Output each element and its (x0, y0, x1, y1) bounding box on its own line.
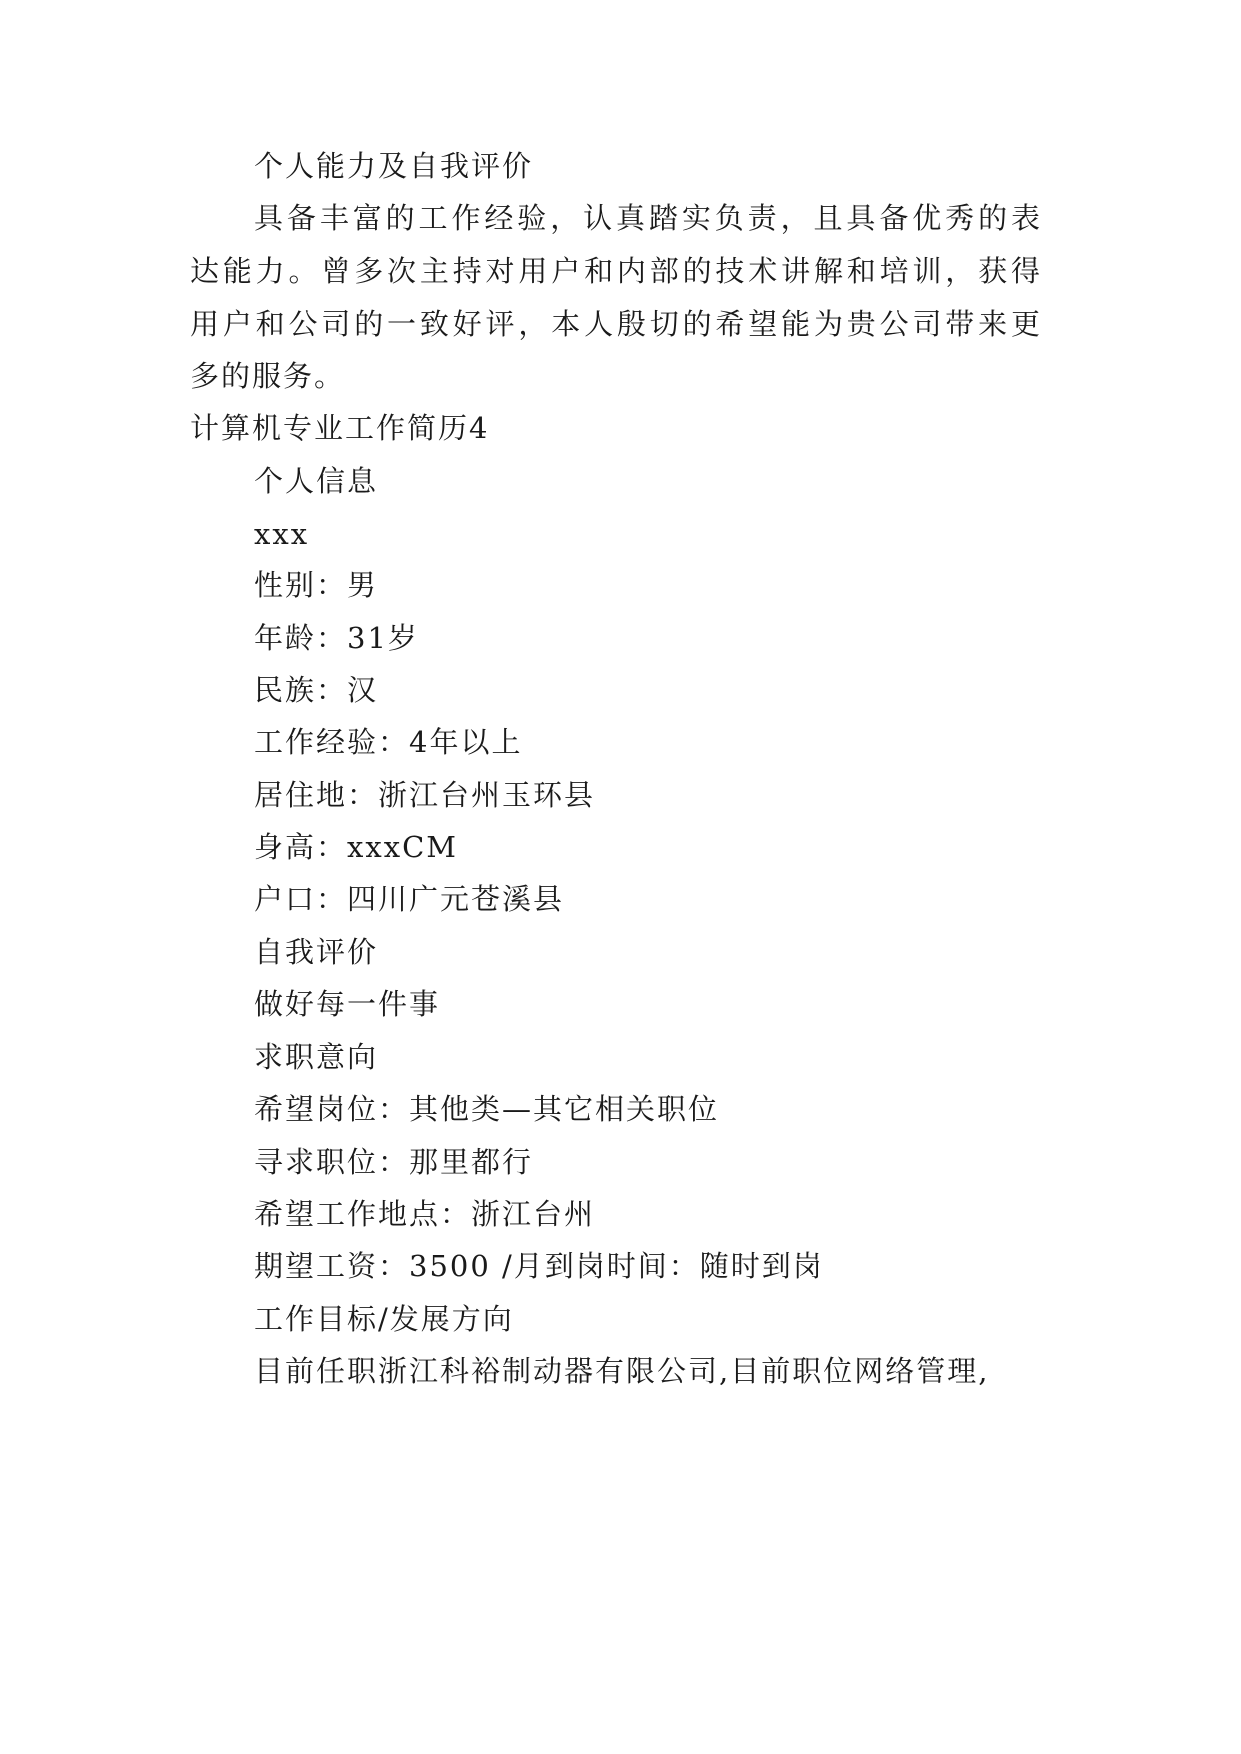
height-field: 身高：xxxCM (254, 830, 458, 864)
goals-text: 目前任职浙江科裕制动器有限公司,目前职位网络管理, (254, 1354, 990, 1388)
job-intent-heading: 求职意向 (254, 1040, 379, 1074)
residence-field: 居住地：浙江台州玉环县 (254, 778, 596, 812)
paragraph-line-1: 具备丰富的工作经验，认真踏实负责，且具备优秀的表 (254, 201, 1042, 235)
section-heading-self-evaluation: 个人能力及自我评价 (254, 149, 534, 183)
salary-start-field: 期望工资：3500 /月到岗时间：随时到岗 (254, 1249, 824, 1283)
resume-title: 计算机专业工作简历4 (190, 411, 490, 445)
age-field: 年龄：31岁 (254, 621, 419, 655)
name-value: xxx (254, 517, 310, 551)
desired-location-field: 希望工作地点：浙江台州 (254, 1197, 596, 1231)
self-assessment-text: 做好每一件事 (254, 987, 441, 1021)
seeking-position-field: 寻求职位：那里都行 (254, 1145, 534, 1179)
hukou-field: 户口：四川广元苍溪县 (254, 882, 565, 916)
self-assessment-heading: 自我评价 (254, 935, 379, 969)
personal-info-heading: 个人信息 (254, 464, 379, 498)
experience-field: 工作经验：4年以上 (254, 725, 523, 759)
goals-heading: 工作目标/发展方向 (254, 1302, 514, 1336)
paragraph-line-4: 多的服务。 (190, 359, 346, 393)
desired-position-field: 希望岗位：其他类—其它相关职位 (254, 1092, 720, 1126)
ethnicity-field: 民族：汉 (254, 673, 379, 707)
paragraph-line-3: 用户和公司的一致好评，本人殷切的希望能为贵公司带来更 (190, 307, 1042, 341)
gender-field: 性别：男 (254, 568, 379, 602)
paragraph-line-2: 达能力。曾多次主持对用户和内部的技术讲解和培训，获得 (190, 254, 1042, 288)
